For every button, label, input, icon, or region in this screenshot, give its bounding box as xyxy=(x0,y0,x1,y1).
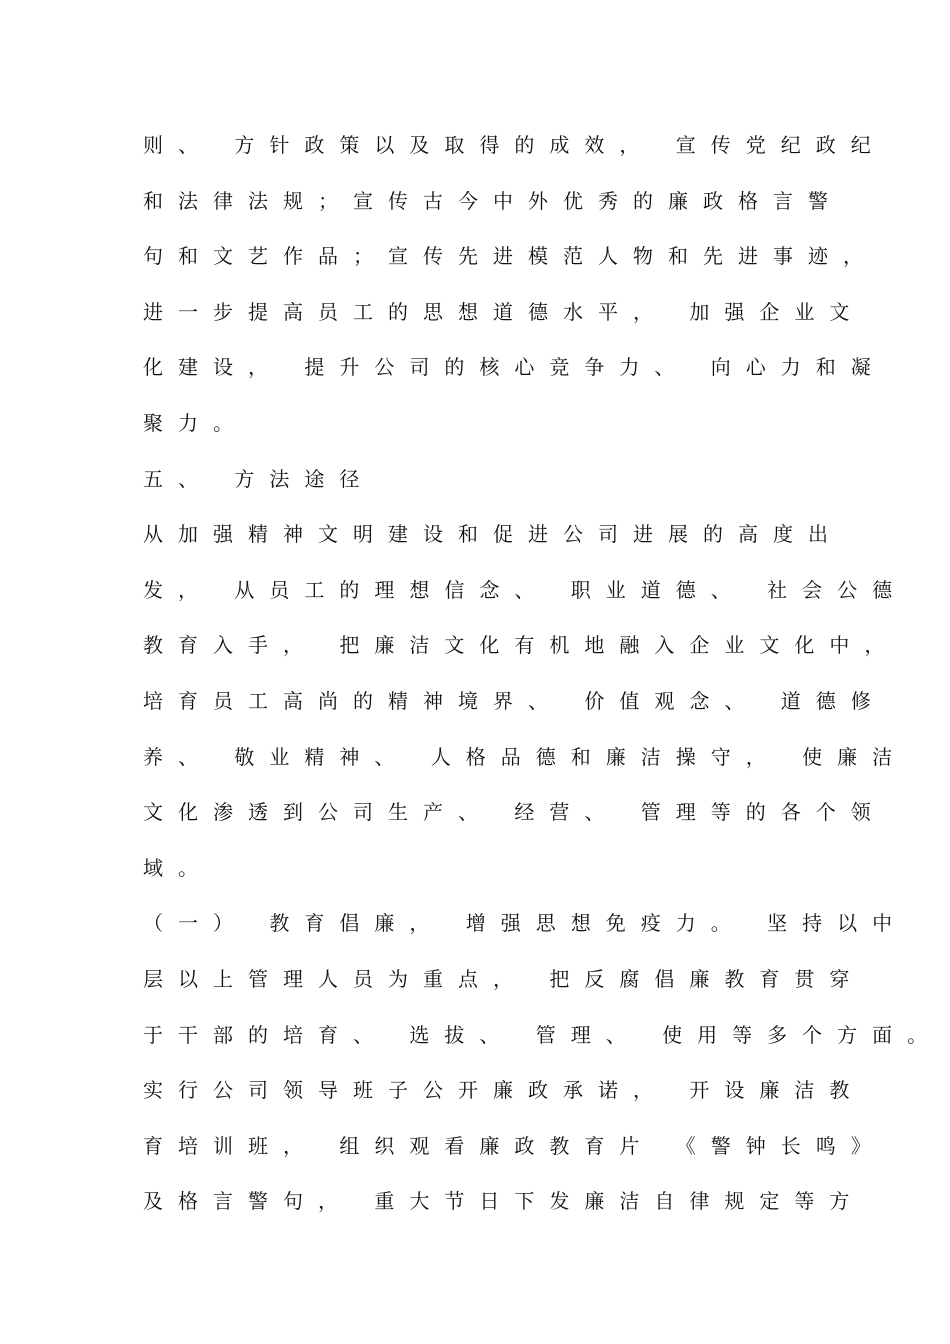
text-line: 进一步提高员工的思想道德水平， 加强企业文 xyxy=(143,299,865,324)
section-heading: 五、 方法途径 xyxy=(143,466,375,491)
text-line: 句和文艺作品；宣传先进模范人物和先进事迹， xyxy=(143,244,878,269)
text-line: 实行公司领导班子公开廉政承诺， 开设廉洁教 xyxy=(143,1078,865,1103)
text-line: 和法律法规；宣传古今中外优秀的廉政格言警 xyxy=(143,188,843,213)
text-line: 化建设， 提升公司的核心竞争力、 向心力和凝 xyxy=(143,355,886,380)
text-line: 则、 方针政策以及取得的成效， 宣传党纪政纪 xyxy=(143,133,886,157)
text-line: 发， 从员工的理想信念、 职业道德、 社会公德 xyxy=(143,577,908,602)
text-line: 于干部的培育、 选拔、 管理、 使用等多个方面。 xyxy=(143,1022,943,1047)
text-line: 教育入手， 把廉洁文化有机地融入企业文化中， xyxy=(143,633,900,658)
text-line: 及格言警句， 重大节日下发廉洁自律规定等方 xyxy=(143,1189,865,1214)
text-line: 养、 敬业精神、 人格品德和廉洁操守， 使廉洁 xyxy=(143,744,908,769)
text-line: （一） 教育倡廉， 增强思想免疫力。 坚持以中 xyxy=(143,911,908,936)
document-body xyxy=(143,130,943,1242)
text-line: 育培训班， 组织观看廉政教育片 《警钟长鸣》 xyxy=(143,1133,886,1158)
text-line: 从加强精神文明建设和促进公司进展的高度出 xyxy=(143,522,843,547)
text-line: 域。 xyxy=(143,855,213,880)
text-line: 聚力。 xyxy=(143,410,248,435)
text-line: 层以上管理人员为重点， 把反腐倡廉教育贯穿 xyxy=(143,966,865,991)
text-line: 文化渗透到公司生产、 经营、 管理等的各个领 xyxy=(143,800,886,825)
text-line: 培育员工高尚的精神境界、 价值观念、 道德修 xyxy=(143,688,886,713)
